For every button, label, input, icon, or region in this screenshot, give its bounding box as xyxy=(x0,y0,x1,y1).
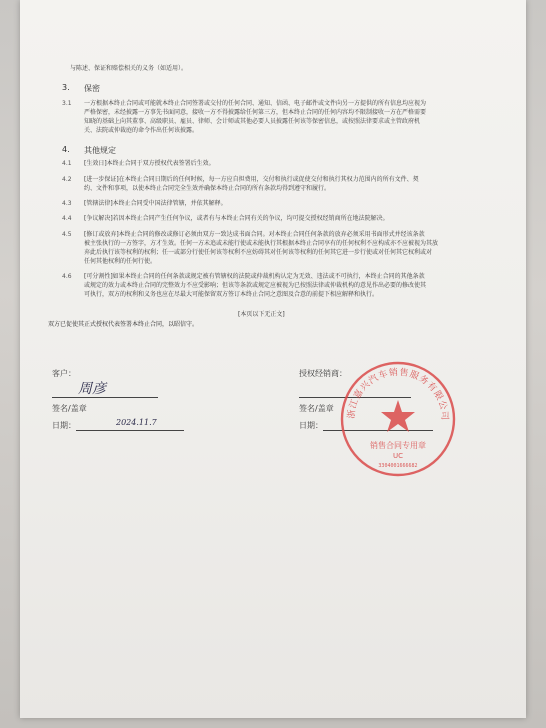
company-seal xyxy=(339,360,457,478)
dealer-label: 授权经销商： xyxy=(299,369,347,378)
seal-code: 3304001666682 xyxy=(378,463,418,469)
clause-3-1-number: 3.1 xyxy=(62,100,72,107)
customer-date-value: 2024.11.7 xyxy=(116,418,157,427)
seal-ring-text: 浙江嘉兴汽车销售服务有限公司 xyxy=(346,367,450,422)
clause-4-5-line: 任何其他权利的任何行使。 xyxy=(84,258,157,265)
page-end-note: [本页以下无正文] xyxy=(238,311,285,318)
customer-signature: 周彦 xyxy=(78,381,106,397)
clause-4-6-number: 4.6 xyxy=(62,273,72,280)
customer-date-line xyxy=(76,430,184,431)
clause-4-5-line: 弃此后执行该等权利的权利；任一或部分行使任何该等权利不应妨碍其对任何该等权利的任何其它进一步行使或对任何其它权利或对 xyxy=(84,249,433,256)
seal-center-text: 销售合同专用章 xyxy=(370,441,426,450)
clause-4-3-line: [管辖法律]本终止合同受中国法律管辖，并依其解释。 xyxy=(84,200,227,207)
section-3-title: 保密 xyxy=(84,84,100,93)
clause-3-1-line: 一方根据本终止合同或可能就本终止合同签署或交付的任何合同、通知、信函、电子邮件或文件向另一方提供的所有信息均应视为 xyxy=(84,100,427,107)
section-3-number: 3. xyxy=(62,83,70,92)
clause-4-2-number: 4.2 xyxy=(62,176,72,183)
clause-3-1-line: 知晓的基础上向其董事、高级职员、雇员、律师、会计师或其他必要人员披露任何该等保密信息，或按照法律要求或主管政府机 xyxy=(84,118,421,125)
clause-4-5-number: 4.5 xyxy=(62,231,72,238)
dealer-date-label: 日期： xyxy=(299,421,323,430)
clause-3-1-line: 严格保密，未经披露一方事先书面同意，接收一方不得披露给任何第三方，但本终止合同的任何内容均不限制接收一方在严格需要 xyxy=(84,109,427,116)
customer-sign-label: 签名/盖章 xyxy=(52,404,87,413)
customer-date-label: 日期： xyxy=(52,421,76,430)
witness-clause: 双方已促使其正式授权代表签署本终止合同，以昭信守。 xyxy=(48,321,199,328)
seal-mark: UC xyxy=(392,452,404,460)
clause-4-6-line: [可分割性]如果本终止合同的任何条款或规定被有管辖权的法院或仲裁机构认定为无效、违法或不可执行，本终止合同的其他条款 xyxy=(84,273,425,280)
clause-4-6-line: 或规定的效力或本终止合同的完整效力不应受影响；但该等条款或规定应被视为已按照法律或仲裁机构的意见作出必要的修改使其 xyxy=(84,282,427,289)
clause-4-2-line: [进一步保证]在本终止合同日期后的任何时候，每一方应自担费用，交付和执行或促使交付和执行其权力范围内的所有文件、契 xyxy=(84,176,419,183)
clause-4-5-line: 被主张执行的一方签字，方才生效。任何一方未追或未能行使或未能执行其根据本终止合同享有的任何权利不应构成亦不应被视为其放 xyxy=(84,240,439,247)
section-4-number: 4. xyxy=(62,145,70,154)
star-icon xyxy=(381,400,415,432)
section-4-title: 其他规定 xyxy=(84,146,116,155)
continued-line: 与陈述、保证和赔偿相关的义务（如适用）。 xyxy=(70,65,188,72)
clause-4-1-number: 4.1 xyxy=(62,160,72,167)
clause-4-5-line: [修订或放弃]本终止合同的修改或修订必须由双方一致达成书面合同。对本终止合同任何条款的放弃必须采用书面形式并经该条款 xyxy=(84,231,425,238)
clause-3-1-line: 关、法院或仲裁庭的命令作出任何该披露。 xyxy=(84,127,199,134)
customer-signature-line xyxy=(52,397,158,398)
clause-4-1-line: [生效日]本终止合同于双方授权代表签署后生效。 xyxy=(84,160,215,167)
clause-4-4-line: [争议解决]若因本终止合同产生任何争议，或者有与本终止合同有关的争议，均可提交授权经销商所在地法院解决。 xyxy=(84,215,389,222)
customer-label: 客户： xyxy=(52,369,76,378)
clause-4-4-number: 4.4 xyxy=(62,215,72,222)
clause-4-6-line: 可执行，双方的权利和义务也应在尽最大可能保留双方签订本终止合同之意图及合意的前提下相应解释和执行。 xyxy=(84,291,379,298)
document-page xyxy=(20,0,526,718)
clause-4-2-line: 约、文件和事项，以使本终止合同完全生效并确保本终止合同的所有条款均得到遵守和履行。 xyxy=(84,185,331,192)
dealer-sign-label: 签名/盖章 xyxy=(299,404,334,413)
clause-4-3-number: 4.3 xyxy=(62,200,72,207)
